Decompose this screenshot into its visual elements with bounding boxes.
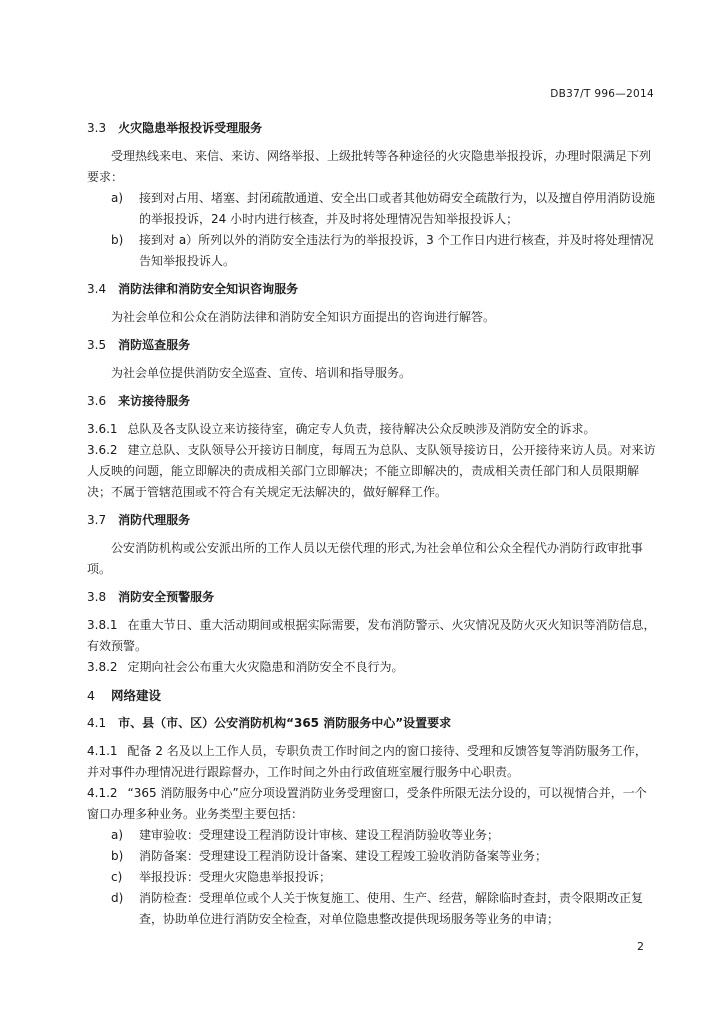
chapter-number: 4 — [87, 688, 95, 703]
subclause-4-1-1 — [87, 741, 657, 783]
section-heading-3-8 — [87, 587, 657, 608]
list-item-text: 消防备案：受理建设工程消防设计备案、建设工程竣工验收消防备案等业务； — [139, 849, 548, 863]
paragraph: 为社会单位和公众在消防法律和消防安全知识方面提出的咨询进行解答。 — [111, 310, 496, 324]
paragraph: 受理热线来电、来信、来访、网络举报、上级批转等各种途径的火灾隐患举报投诉，办理时限满足下列要求： — [87, 149, 652, 184]
list-item — [87, 188, 657, 230]
section-number: 4.1 — [87, 716, 107, 730]
list-item — [87, 888, 657, 930]
section-title: 消防安全预警服务 — [118, 590, 215, 604]
list-item-text: 消防检查：受理单位或个人关于恢复施工、使用、生产、经营，解除临时查封，责令限期改正复查，协助单位进行消防安全检查，对单位隐患整改提供现场服务等业务的申请； — [139, 891, 644, 926]
section-number: 3.6 — [87, 394, 107, 408]
section-title: 市、县（市、区）公安消防机构“365 消防服务中心”设置要求 — [118, 716, 452, 730]
section-number: 3.5 — [87, 338, 107, 352]
section-title: 消防法律和消防安全知识咨询服务 — [118, 282, 299, 296]
subclause-text: 建立总队、支队领导公开接访日制度，每周五为总队、支队领导接访日，公开接待来访人员。对来访人反映的问题，能立即解决的责成相关部门立即解决；不能立即解决的，责成相关责任部门和人员限期解决；不属于管辖范围或不符合有关规定无法解决的，做好解释工作。 — [87, 443, 656, 499]
list-item — [87, 867, 657, 888]
subclause-3-6-2 — [87, 440, 657, 503]
subclause-text: “365 消防服务中心”应分项设置消防业务受理窗口，受条件所限无法分设的，可以视情合并，一个窗口办理多种业务。业务类型主要包括： — [87, 786, 647, 821]
paragraph: 为社会单位提供消防安全巡查、宣传、培训和指导服务。 — [111, 366, 412, 380]
section-number: 3.3 — [87, 121, 107, 135]
list-item — [87, 230, 657, 272]
list-item — [87, 846, 657, 867]
subclause-text: 配备 2 名及以上工作人员，专职负责工作时间之内的窗口接待、受理和反馈答复等消防服务工作，并对事件办理情况进行跟踪督办，工作时间之外由行政值班室履行服务中心职责。 — [87, 744, 647, 779]
section-heading-3-5 — [87, 335, 657, 356]
standard-code: DB37/T 996—2014 — [550, 88, 654, 100]
subclause-number: 3.6.1 — [87, 422, 118, 436]
item-list — [87, 188, 657, 272]
section-title: 消防巡查服务 — [118, 338, 191, 352]
list-item-text: 接到对占用、堵塞、封闭疏散通道、安全出口或者其他妨碍安全疏散行为，以及擅自停用消防设施的举报投诉，24 小时内进行核查，并及时将处理情况告知举报投诉人； — [139, 191, 656, 226]
subclause-text: 定期向社会公布重大火灾隐患和消防安全不良行为。 — [127, 660, 404, 674]
subclause-text: 总队及各支队设立来访接待室，确定专人负责，接待解决公众反映涉及消防安全的诉求。 — [127, 422, 596, 436]
list-marker: b) — [111, 233, 124, 247]
section-title: 火灾隐患举报投诉受理服务 — [118, 121, 263, 135]
section-heading-3-3 — [87, 118, 657, 139]
subclause-3-8-2 — [87, 657, 657, 678]
subclause-number: 3.6.2 — [87, 443, 118, 457]
chapter-title: 网络建设 — [110, 688, 161, 703]
document-body — [87, 118, 657, 937]
subclause-text: 在重大节日、重大活动期间或根据实际需要，发布消防警示、火灾情况及防火灭火知识等消防信息，有效预警。 — [87, 618, 656, 653]
list-marker: a) — [111, 191, 124, 205]
section-title: 消防代理服务 — [118, 513, 191, 527]
section-number: 3.7 — [87, 513, 107, 527]
list-item-text: 建审验收：受理建设工程消防设计审核、建设工程消防验收等业务； — [139, 828, 500, 842]
list-marker: a) — [111, 828, 124, 842]
subclause-number: 4.1.2 — [87, 786, 118, 800]
list-item — [87, 825, 657, 846]
section-heading-3-4 — [87, 279, 657, 300]
section-heading-4-1 — [87, 713, 657, 734]
chapter-heading-4 — [87, 685, 657, 706]
subclause-3-8-1 — [87, 615, 657, 657]
subclause-3-6-1 — [87, 419, 657, 440]
section-number: 3.8 — [87, 590, 107, 604]
list-marker: c) — [111, 870, 123, 884]
subclause-number: 3.8.1 — [87, 618, 118, 632]
list-item-text: 接到对 a）所列以外的消防安全违法行为的举报投诉，3 个工作日内进行核查，并及时将处理情况告知举报投诉人。 — [139, 233, 654, 268]
item-list — [87, 825, 657, 930]
list-marker: b) — [111, 849, 124, 863]
subclause-4-1-2 — [87, 783, 657, 825]
page-number: 2 — [637, 940, 644, 953]
paragraph: 公安消防机构或公安派出所的工作人员以无偿代理的形式,为社会单位和公众全程代办消防行政审批事项。 — [87, 541, 643, 576]
list-marker: d) — [111, 891, 124, 905]
subclause-number: 3.8.2 — [87, 660, 118, 674]
section-heading-3-6 — [87, 391, 657, 412]
section-heading-3-7 — [87, 510, 657, 531]
section-number: 3.4 — [87, 282, 107, 296]
subclause-number: 4.1.1 — [87, 744, 118, 758]
list-item-text: 举报投诉：受理火灾隐患举报投诉； — [139, 870, 332, 884]
section-title: 来访接待服务 — [118, 394, 191, 408]
